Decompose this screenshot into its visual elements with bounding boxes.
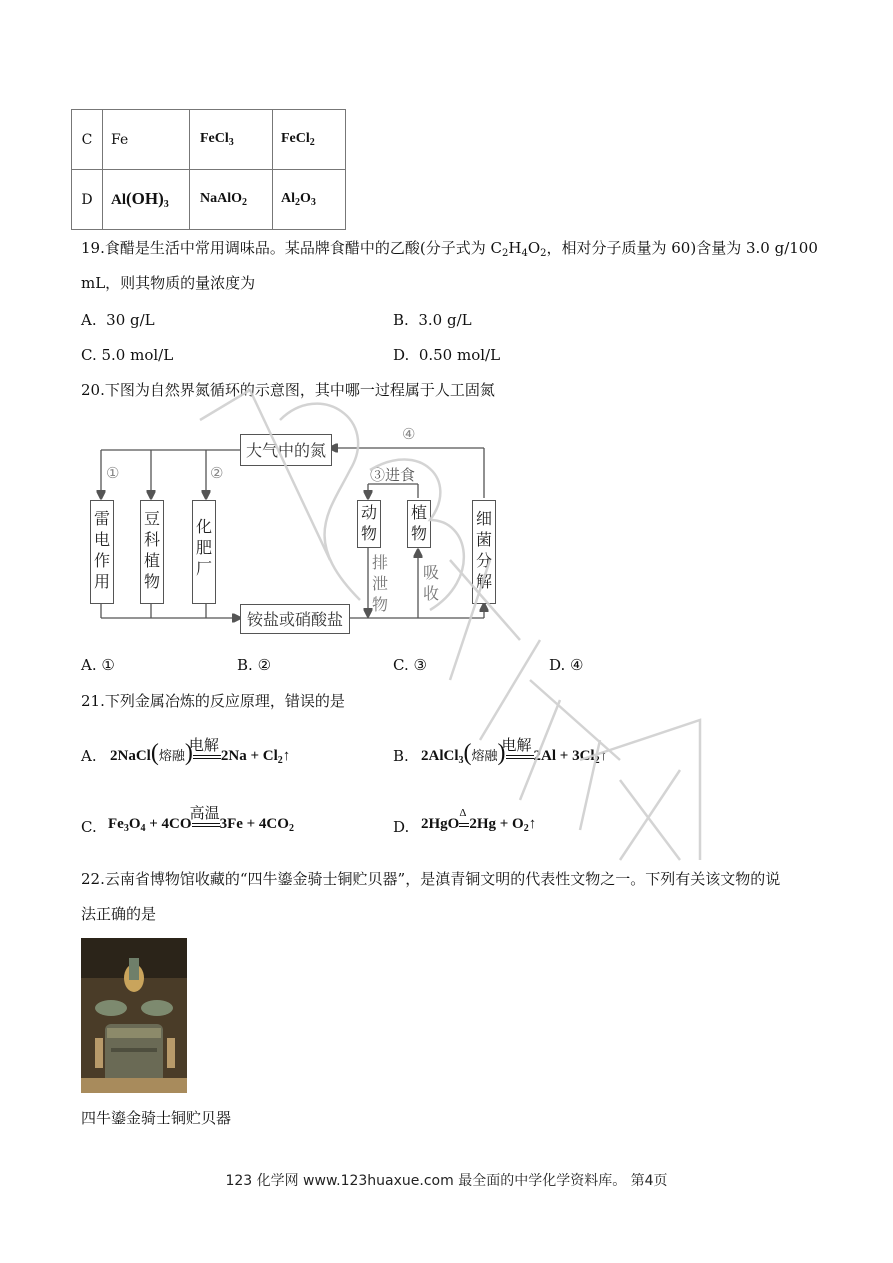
- subscript: 2: [594, 755, 600, 766]
- option-a-label[interactable]: A.: [81, 747, 97, 765]
- marker-1: ①: [106, 464, 120, 482]
- artifact-illustration: [81, 938, 187, 1093]
- salt-label: 铵盐或硝酸盐: [246, 610, 343, 629]
- row-letter: D: [72, 170, 103, 230]
- equation-c: [108, 805, 294, 834]
- animal-label: 动物: [360, 503, 377, 543]
- subscript: 2: [309, 137, 315, 148]
- paren-close: ): [497, 740, 506, 766]
- option-label: C.: [393, 656, 409, 674]
- option-c[interactable]: [81, 345, 173, 365]
- gas-arrow: ↑: [528, 816, 537, 832]
- question-19-stem: [81, 238, 818, 264]
- subscript: 2: [540, 248, 547, 259]
- paren-open: (: [463, 740, 472, 766]
- subscript: 2: [523, 823, 529, 834]
- option-c[interactable]: [393, 655, 427, 675]
- option-d[interactable]: [393, 345, 500, 365]
- option-label: A.: [81, 656, 97, 674]
- eat-label: ③进食: [370, 466, 416, 484]
- option-label: A.: [81, 311, 97, 329]
- option-label: B.: [393, 311, 409, 329]
- option-text: ③: [413, 656, 427, 674]
- equation-lhs: 2HgO: [421, 816, 460, 832]
- option-text: 30 g/L: [106, 311, 155, 329]
- subscript: 2: [288, 823, 294, 834]
- paren-text: 熔融: [471, 749, 498, 764]
- option-label: B.: [237, 656, 253, 674]
- option-d-label[interactable]: D.: [393, 818, 410, 836]
- formula-text: NaAlO: [200, 191, 242, 206]
- subscript: 4: [140, 823, 146, 834]
- nitrogen-cycle-diagram: [80, 420, 510, 640]
- formula-text: FeCl: [200, 131, 229, 146]
- stem-text: 19.食醋是生活中常用调味品。某品牌食醋中的乙酸(分子式为 C: [81, 239, 502, 257]
- absorb-label: 吸收: [422, 563, 439, 603]
- formula-text: Al: [111, 192, 126, 208]
- equals-sign: [501, 737, 534, 759]
- equation-b: [421, 737, 608, 767]
- legume-label: 豆科植物: [143, 509, 160, 591]
- page-footer: 123 化学网 www.123huaxue.com 最全面的中学化学资料库。 第4页: [225, 1173, 668, 1189]
- equation-rhs: 2Al + 3Cl: [533, 748, 595, 764]
- equation-a: [110, 737, 291, 767]
- subscript: 2: [295, 197, 300, 208]
- subscript: 2: [242, 197, 247, 208]
- option-label: D.: [393, 346, 410, 364]
- option-text: 0.50 mol/L: [418, 346, 501, 364]
- subscript: 2: [277, 755, 283, 766]
- excreta-label: 排泄物: [371, 553, 388, 614]
- subscript: 3: [310, 197, 316, 208]
- equation-d: [421, 806, 537, 834]
- table-cell: Fe: [103, 110, 190, 170]
- option-text: 5.0 mol/L: [101, 346, 174, 364]
- table-cell: [190, 110, 273, 170]
- stem-text: ，相对分子质量为 60)含量为 3.0 g/100: [546, 239, 818, 257]
- gas-arrow: ↑: [282, 748, 291, 764]
- plant-label: 植物: [410, 503, 427, 543]
- option-text: ②: [257, 656, 272, 674]
- option-c-label[interactable]: C.: [81, 818, 97, 836]
- table-row: [72, 170, 346, 230]
- formula-text: Fe: [108, 816, 124, 832]
- formula-text: H: [508, 239, 522, 257]
- paren-text: 熔融: [158, 749, 185, 764]
- marker-2: ②: [210, 464, 224, 482]
- formula-text: FeCl: [281, 131, 310, 146]
- fertilizer-label: 化肥厂: [195, 517, 212, 578]
- question-21-stem: 21.下列金属冶炼的反应原理，错误的是: [81, 692, 345, 710]
- option-a[interactable]: [81, 310, 155, 330]
- question-22-stem: 22.云南省博物馆收藏的“四牛鎏金骑士铜贮贝器”，是滇青铜文明的代表性文物之一。下列有关该文物的说: [81, 870, 781, 888]
- equation-lhs: 2NaCl: [110, 748, 151, 764]
- formula-text: O: [527, 239, 541, 257]
- option-text: ④: [570, 656, 584, 674]
- row-letter: C: [72, 110, 103, 170]
- options-table: [71, 109, 346, 230]
- option-b[interactable]: [393, 310, 472, 330]
- subscript: 3: [123, 823, 129, 834]
- option-d[interactable]: [549, 655, 584, 675]
- artifact-photo: [81, 938, 187, 1093]
- subscript: 4: [521, 248, 528, 259]
- equation-lhs: 2AlCl: [421, 748, 459, 764]
- atmosphere-label: 大气中的氮: [245, 441, 326, 460]
- condition-label: 高温: [189, 805, 220, 822]
- condition-label: 电解: [188, 737, 219, 754]
- question-22-stem-line2: 法正确的是: [81, 905, 157, 923]
- option-b[interactable]: [237, 655, 271, 675]
- marker-4: ④: [402, 425, 416, 443]
- lightning-label: 雷电作用: [93, 509, 110, 591]
- subscript: 3: [458, 755, 464, 766]
- subscript: 2: [501, 248, 509, 259]
- equation-rhs: 3Fe + 4CO: [219, 816, 289, 832]
- formula-text: O: [128, 816, 141, 832]
- paren-close: ): [184, 740, 193, 766]
- table-cell: [190, 170, 273, 230]
- bacteria-label: 细菌分解: [475, 509, 492, 591]
- table-row: [72, 110, 346, 170]
- option-b-label[interactable]: B.: [393, 747, 409, 765]
- table-cell: [273, 110, 346, 170]
- artifact-caption: 四牛鎏金骑士铜贮贝器: [81, 1109, 232, 1127]
- equation-rhs: 2Hg + O: [469, 816, 524, 832]
- paren-open: (: [150, 740, 159, 766]
- equals-sign: [459, 806, 469, 827]
- formula-paren: (OH): [126, 189, 164, 208]
- table-cell: [273, 170, 346, 230]
- table-cell: [103, 170, 190, 230]
- gas-arrow: ↑: [599, 748, 608, 764]
- formula-text: + 4CO: [145, 816, 192, 832]
- condition-label: Δ: [459, 806, 467, 819]
- formula-text: Al: [281, 191, 295, 206]
- condition-label: 电解: [501, 737, 532, 754]
- option-text: 3.0 g/L: [418, 311, 472, 329]
- question-20-stem: 20.下图为自然界氮循环的示意图，其中哪一过程属于人工固氮: [81, 381, 495, 399]
- equals-sign: [189, 805, 220, 827]
- option-text: ①: [101, 656, 115, 674]
- option-label: D.: [549, 656, 566, 674]
- subscript: 3: [228, 137, 234, 148]
- formula-text: O: [300, 191, 311, 206]
- subscript: 3: [163, 199, 169, 210]
- question-19-stem-line2: mL，则其物质的量浓度为: [81, 274, 256, 292]
- equation-rhs: 2Na + Cl: [220, 748, 278, 764]
- option-label: C.: [81, 346, 97, 364]
- equals-sign: [188, 737, 221, 759]
- option-a[interactable]: [81, 655, 115, 675]
